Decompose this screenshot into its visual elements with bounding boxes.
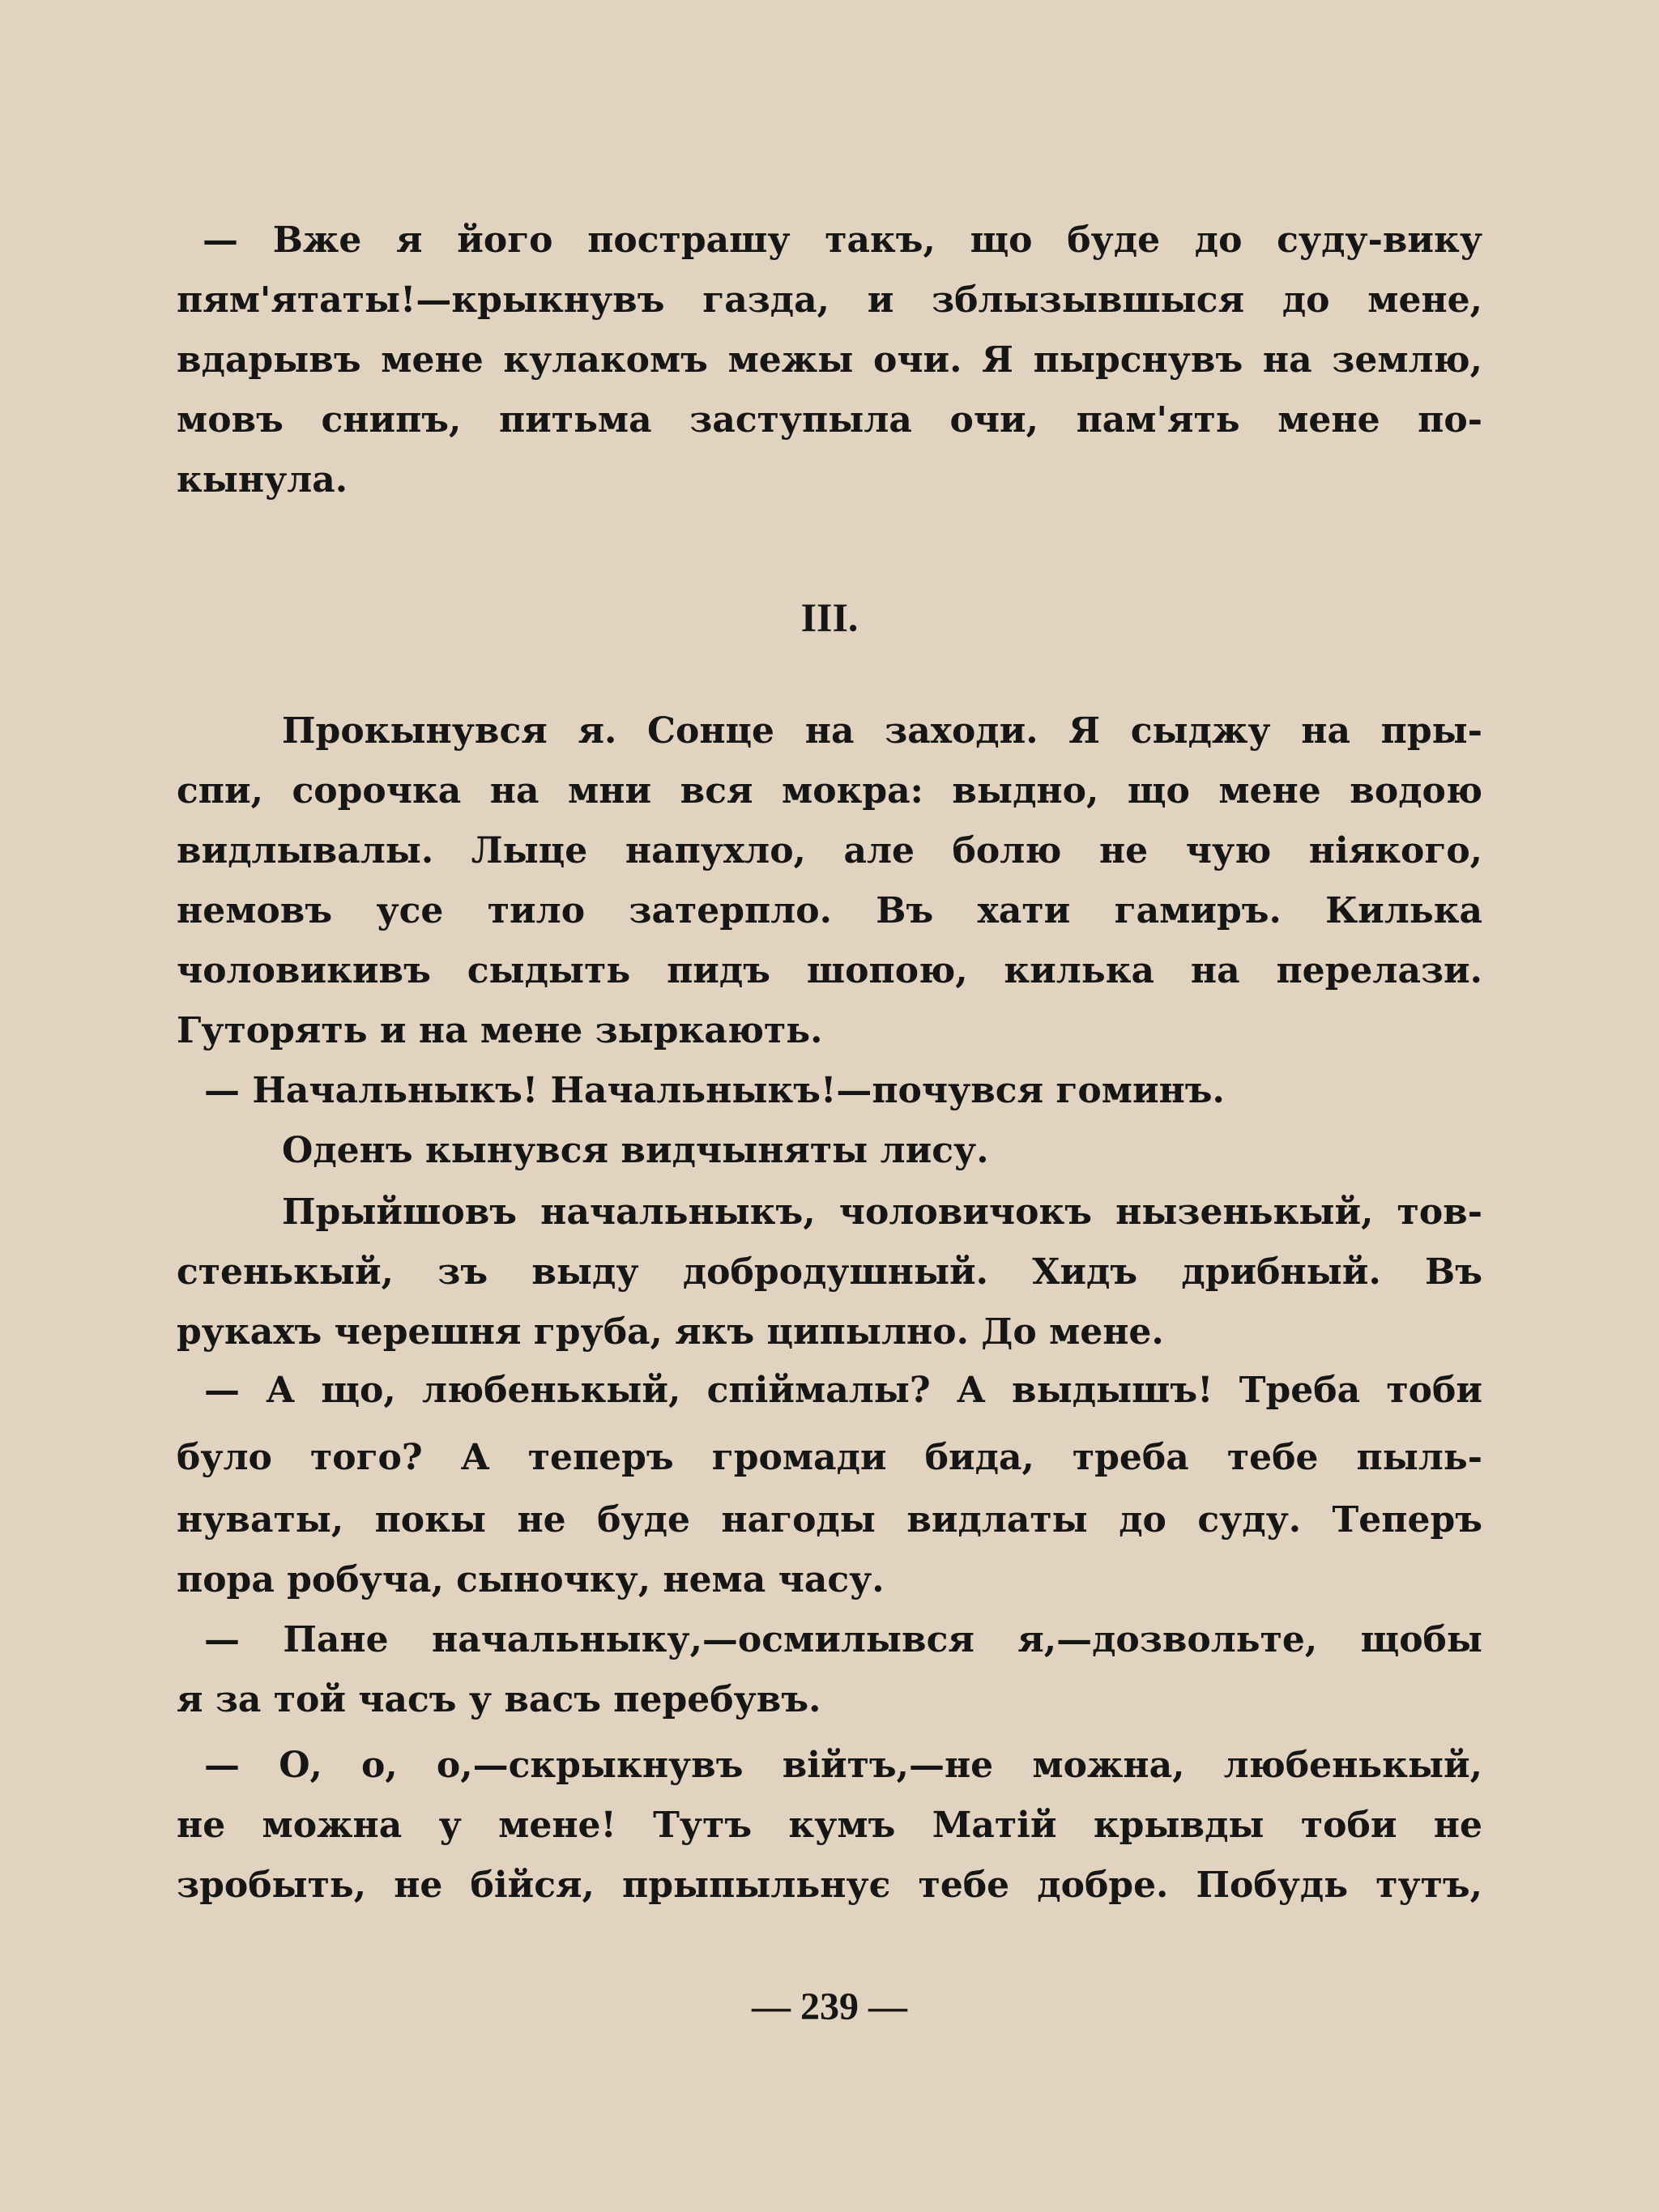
text-line: видлывалы. Лыце напухло, але болю не чую ніякого,	[177, 830, 1482, 872]
text-line: Прокынувся я. Сонце на заходи. Я сыджу на пры-	[282, 710, 1482, 752]
text-line: чоловикивъ сыдыть пидъ шопою, килька на перелази.	[177, 950, 1482, 991]
text-line: нуваты, покы не буде нагоды видлаты до суду. Теперъ	[177, 1499, 1482, 1541]
page-number: — 239 —	[752, 1985, 907, 2028]
dialog-reply	[177, 1361, 1482, 1610]
text-line: пям'ятаты!—крыкнувъ газда, и зблызывшыся до мене,	[177, 279, 1482, 321]
dialog-line: — О, о, о,—скрыкнувъ війтъ,—не можна, любенькый,	[204, 1745, 1482, 1786]
text-line: мовъ снипъ, питьма заступыла очи, пам'ять мене по-	[177, 399, 1482, 441]
section-heading: III.	[800, 595, 859, 640]
paragraph-top	[177, 211, 1482, 510]
text-line: немовъ усе тило затерпло. Въ хати гамиръ. Килька	[177, 890, 1482, 931]
dialog-line: — Начальныкъ! Начальныкъ!—почувся гоминъ.	[204, 1070, 1225, 1111]
paragraph-main	[177, 701, 1482, 1181]
dialog-vijt	[177, 1736, 1482, 1916]
text-line: Прыйшовъ начальныкъ, чоловичокъ нызенькый, тов-	[282, 1191, 1482, 1233]
text-line: я за той часъ у васъ перебувъ.	[177, 1679, 821, 1720]
text-line: зробыть, не бійся, прыпыльнує тебе добре. Побудь тутъ,	[177, 1865, 1482, 1906]
text-line: було того? А теперъ громади бида, треба тебе пыль-	[177, 1437, 1482, 1478]
text-line: стенькый, зъ выду добродушный. Хидъ дрибный. Въ	[177, 1251, 1482, 1293]
text-line: спи, сорочка на мни вся мокра: выдно, що мене водою	[177, 770, 1482, 812]
text-line: рукахъ черешня груба, якъ ципылно. До мене.	[177, 1311, 1164, 1353]
text-line: Гуторять и на мене зыркають.	[177, 1010, 823, 1051]
text-line: вдарывъ мене кулакомъ межы очи. Я пырснувъ на землю,	[177, 339, 1482, 381]
text-line: пора робуча, сыночку, нема часу.	[177, 1559, 885, 1600]
dialog-line: — Пане начальныку,—осмилывся я,—дозвольте, щобы	[204, 1619, 1482, 1660]
text-line: — Вже я його пострашу такъ, що буде до суду-вику	[203, 219, 1482, 261]
text-line: Оденъ кынувся видчыняты лису.	[282, 1130, 989, 1171]
dialog-line: — А що, любенькый, спіймалы? А выдышъ! Треба тоби	[204, 1370, 1482, 1411]
paragraph-arrival	[177, 1183, 1482, 1362]
text-line: кынула.	[177, 459, 348, 501]
dialog-request	[177, 1610, 1482, 1730]
text-line: не можна у мене! Тутъ кумъ Матій крывды тоби не	[177, 1805, 1482, 1846]
